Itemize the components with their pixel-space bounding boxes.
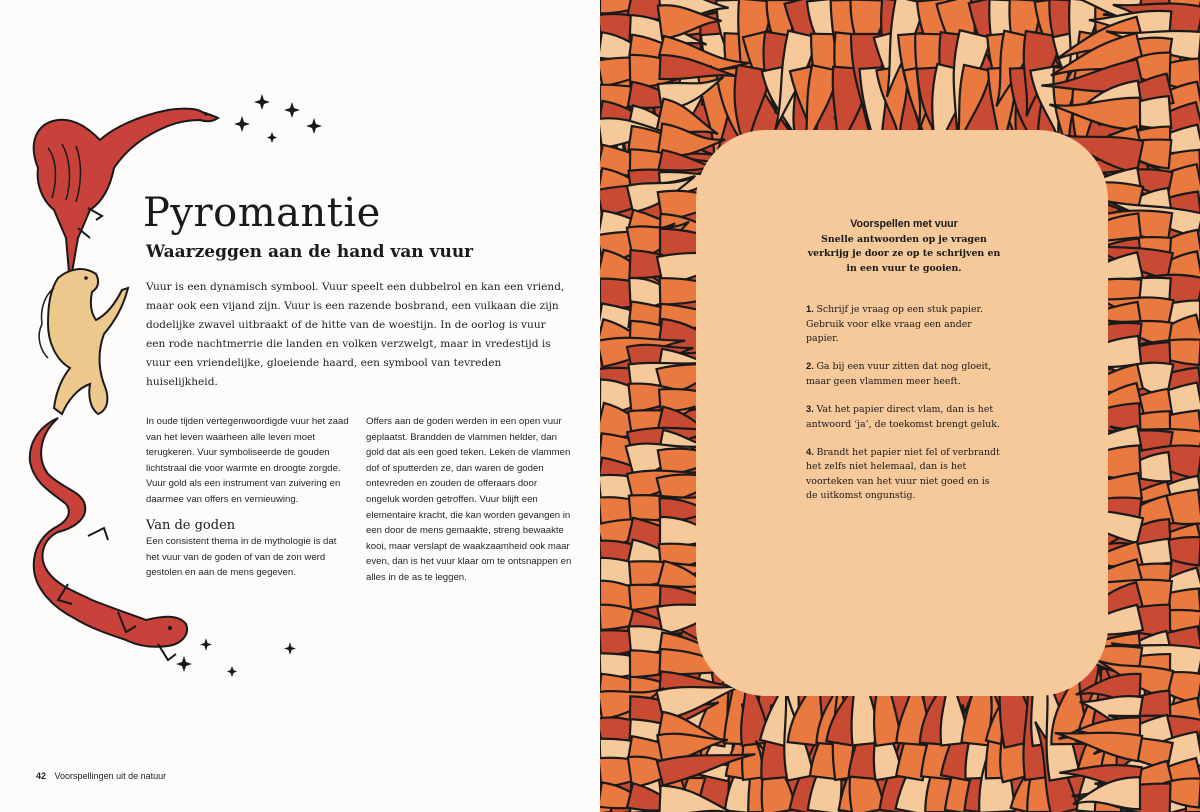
stars-bottom [170,636,300,686]
fire-divination-box [806,218,1002,517]
step-number: 2. [806,360,817,372]
step-item [806,445,1002,504]
page-title: Pyromantie [143,190,381,236]
text-column-right [366,414,572,586]
box-intro: Snelle antwoorden op je vragen verkrijg je door ze op te schrijven en in een vuur te gooien. [807,234,1001,274]
step-number: 3. [806,403,817,415]
step-item [806,359,1002,389]
steps-list [806,302,1002,503]
star-icon [306,118,322,134]
stars-top [228,90,328,150]
step-item [806,302,1002,346]
page-number: 42 [36,771,47,781]
box-heading: Voorspellen met vuur [850,218,958,230]
step-item [806,402,1002,432]
star-icon [254,94,270,110]
page-subtitle: Waarzeggen aan de hand van vuur [146,242,474,262]
column1-paragraph: In oude tijden vertegenwoordigde vuur het zaad van het leven waarheen alle leven moet terugkeren. Vuur symboliseerde de gouden lichtstraal die voor warmte en droogte zorgde. Vuur gold als een instrument van zuivering en daarmee van offers en vernieuwing. [146,416,349,505]
step-text: Schrijf je vraag op een stuk papier. Gebruik voor elke vraag een ander papier. [806,304,983,345]
star-icon [284,102,300,118]
star-icon [200,638,212,651]
right-page [600,0,1200,812]
column2-paragraph: Offers aan de goden werden in een open vuur geplaatst. Brandden de vlammen helder, dan gold dat als een goed teken. Leken de vlammen dof of sputterden ze, dan waren de goden ontevreden en zouden de offeraars door ongeluk worden getroffen. Vuur blijft een elementaire kracht, die kan worden gevangen in een door de mens gemaakte, streng bewaakte kooi, maar verslapt de waakzaamheid ook maar even, dan is het vuur klaar om te ontsnappen en alles in de as te leggen. [366,416,572,583]
step-text: Ga bij een vuur zitten dat nog gloeit, maar geen vlammen meer heeft. [806,361,992,387]
star-icon [227,666,237,677]
star-icon [284,642,296,655]
section-paragraph: Een consistent thema in de mythologie is dat het vuur van de goden of van de zon werd gestolen en aan de mens gegeven. [146,536,337,579]
star-icon [176,656,192,672]
page-footer [36,771,166,781]
step-text: Vat het papier direct vlam, dan is het antwoord ‘ja’, de toekomst brengt geluk. [806,404,1000,430]
step-text: Brandt het papier niet fel of verbrandt het zelfs niet helemaal, dan is het voorteken van het vuur niet goed en is de uitkomst ongunstig. [806,447,1000,502]
star-icon [267,132,277,143]
step-number: 4. [806,446,817,458]
section-heading: Van de goden [146,517,236,533]
step-number: 1. [806,303,817,315]
footer-section: Voorspellingen uit de natuur [54,771,167,781]
horse-illustration [39,269,128,414]
text-column-left [146,414,352,581]
star-icon [234,116,250,132]
intro-paragraph: Vuur is een dynamisch symbool. Vuur speelt een dubbelrol en kan een vriend, maar ook een vijand zijn. Vuur is een razende bosbrand, een vulkaan die zijn dodelijke zwavel uitbraakt of de hitte van de woestijn. In de oorlog is vuur een rode nachtmerrie die landen en volken verzwelgt, maar in vredestijd is vuur een vriendelijke, gloeiende haard, een symbool van tevreden huiselijkheid. [146,281,565,388]
